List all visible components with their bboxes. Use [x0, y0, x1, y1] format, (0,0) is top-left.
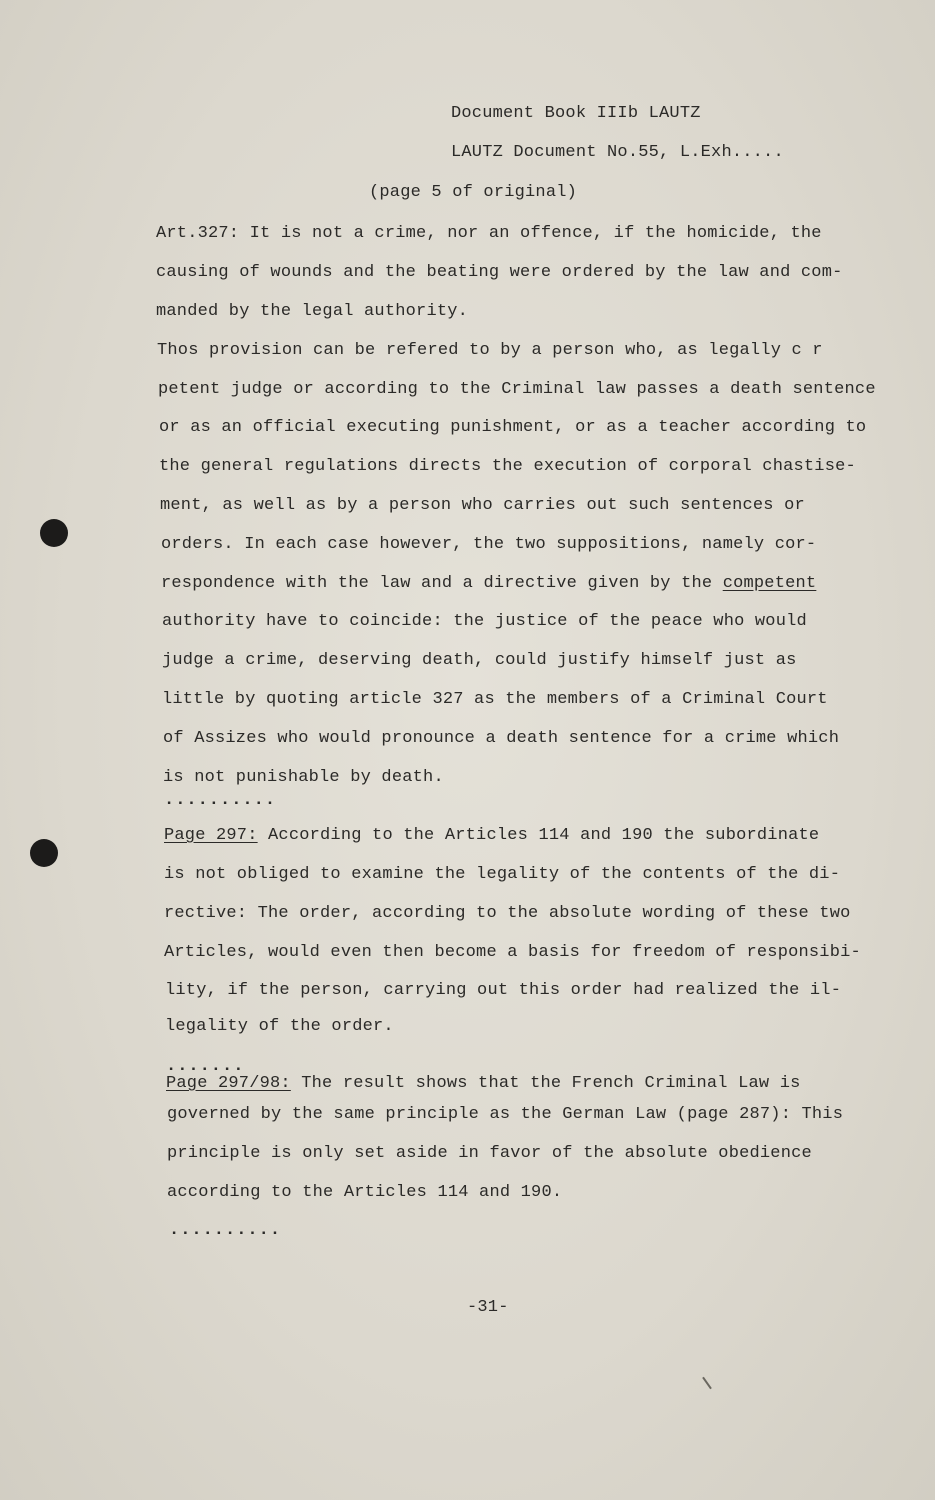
header-document: LAUTZ Document No.55, L.Exh.....	[451, 143, 784, 162]
para3-line: Articles, would even then become a basis for freedom of responsibi-	[164, 943, 861, 962]
header-page-ref: (page 5 of original)	[369, 183, 578, 202]
para4-line: principle is only set aside in favor of the absolute obedience	[167, 1144, 812, 1163]
punch-hole-top	[40, 519, 68, 547]
header-book: Document Book IIIb LAUTZ	[451, 104, 701, 123]
para2-line: orders. In each case however, the two suppositions, namely cor-	[161, 535, 817, 554]
para2-line: authority have to coincide: the justice of the peace who would	[162, 612, 807, 631]
para2-line: petent judge or according to the Criminal law passes a death sentence	[158, 380, 876, 399]
para4-line	[166, 1074, 801, 1094]
para3-line: rective: The order, according to the absolute wording of these two	[164, 904, 851, 923]
page-reference: Page 297:	[164, 826, 258, 845]
para2-line: Thos provision can be refered to by a person who, as legally c r	[157, 341, 823, 360]
para2-line: judge a crime, deserving death, could justify himself just as	[162, 651, 797, 670]
para1-line: Art.327: It is not a crime, nor an offence, if the homicide, the	[156, 224, 822, 243]
para1-line: causing of wounds and the beating were ordered by the law and com-	[156, 263, 843, 282]
pen-mark	[702, 1377, 712, 1390]
para2-text: respondence with the law and a directive given by the	[161, 574, 723, 593]
para3-line: is not obliged to examine the legality of the contents of the di-	[164, 865, 841, 884]
para3-text: According to the Articles 114 and 190 the subordinate	[257, 826, 820, 845]
separator-dots: ..........	[169, 1221, 282, 1240]
para2-line: of Assizes who would pronounce a death sentence for a crime which	[163, 729, 840, 748]
para3-line: lity, if the person, carrying out this order had realized the il-	[165, 981, 842, 1000]
para1-line: manded by the legal authority.	[156, 302, 469, 321]
page-reference: Page 297/98:	[166, 1074, 291, 1093]
para2-line: little by quoting article 327 as the members of a Criminal Court	[162, 690, 828, 709]
punch-hole-bottom	[30, 839, 58, 867]
para2-line: is not punishable by death.	[163, 768, 444, 787]
para3-line: legality of the order.	[165, 1017, 394, 1036]
underlined-competent: competent	[722, 574, 817, 593]
para2-line	[161, 574, 816, 594]
separator-dots: .......	[166, 1057, 245, 1076]
para4-line: according to the Articles 114 and 190.	[167, 1183, 563, 1202]
para2-line: or as an official executing punishment, or as a teacher according to	[159, 418, 867, 437]
para4-text: The result shows that the French Criminal Law is	[290, 1074, 801, 1093]
page-number: -31-	[467, 1298, 509, 1317]
para2-line: the general regulations directs the execution of corporal chastise-	[159, 457, 856, 476]
para3-line	[164, 826, 819, 846]
separator-dots: ..........	[164, 791, 277, 810]
para2-line: ment, as well as by a person who carries out such sentences or	[160, 496, 805, 515]
para4-line: governed by the same principle as the German Law (page 287): This	[167, 1105, 844, 1124]
